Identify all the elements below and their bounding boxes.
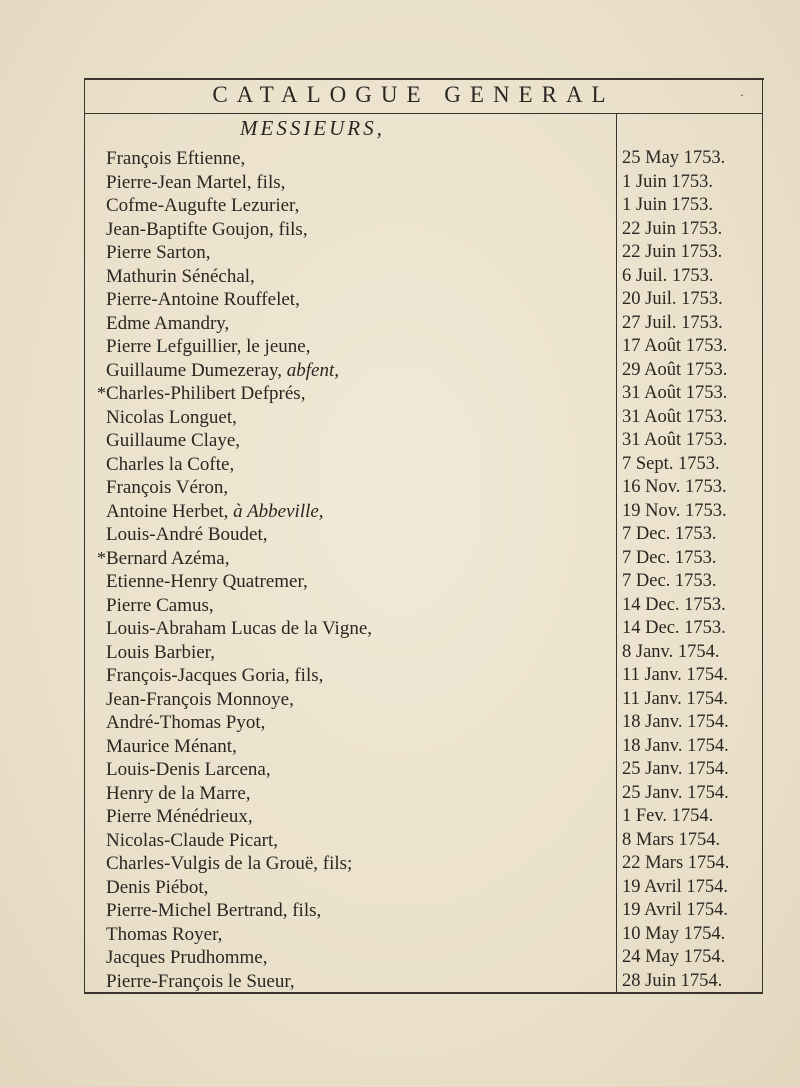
member-name-cell xyxy=(106,406,237,430)
member-name: Louis-Denis Larcena, xyxy=(106,759,271,780)
reception-date: 8 Mars 1754. xyxy=(622,829,721,850)
member-row xyxy=(84,946,763,970)
member-row xyxy=(84,852,763,876)
member-name: Edme Amandry, xyxy=(106,312,230,334)
member-name-cell xyxy=(106,711,265,735)
member-name-cell xyxy=(106,171,285,195)
member-row xyxy=(84,876,763,900)
member-row xyxy=(84,688,763,712)
member-row xyxy=(84,241,763,265)
member-name-cell xyxy=(106,523,267,547)
reception-date: 27 Juil. 1753. xyxy=(622,312,723,333)
reception-date: 7 Dec. 1753. xyxy=(622,571,717,591)
member-name: Pierre-Antoine Rouffelet, xyxy=(106,289,300,310)
member-name: Maurice Ménant, xyxy=(106,735,237,757)
member-name-cell xyxy=(106,829,278,853)
reception-date: 22 Juin 1753. xyxy=(622,218,723,239)
reception-date: 11 Janv. 1754. xyxy=(622,665,729,685)
reception-date: 1 Juin 1753. xyxy=(622,195,713,215)
member-name: Pierre Ménédrieux, xyxy=(106,806,253,827)
reception-date: 16 Nov. 1753. xyxy=(622,477,727,497)
member-row xyxy=(84,570,763,594)
reception-date: 7 Dec. 1753. xyxy=(622,524,717,544)
member-name: François-Jacques Goria, fils, xyxy=(106,665,324,686)
reception-date: 22 Juin 1753. xyxy=(622,242,723,262)
member-name: Pierre-Jean Martel, fils, xyxy=(106,171,286,193)
page-title: CATALOGUE GENERAL xyxy=(212,82,615,107)
member-name-cell xyxy=(106,664,323,688)
member-row xyxy=(84,335,763,359)
reception-date: 18 Janv. 1754. xyxy=(622,735,729,756)
member-row xyxy=(84,382,763,406)
reception-date: 25 May 1753. xyxy=(622,148,726,168)
reception-date: 22 Mars 1754. xyxy=(622,853,730,873)
member-name: Pierre Sarton, xyxy=(106,242,211,263)
member-name-cell xyxy=(106,265,255,289)
reception-date: 1 Fev. 1754. xyxy=(622,806,714,826)
member-row xyxy=(84,476,763,500)
member-name: Nicolas-Claude Picart, xyxy=(106,829,279,851)
member-name-cell xyxy=(106,570,308,594)
member-list xyxy=(84,147,763,993)
reception-date: 20 Juil. 1753. xyxy=(622,289,723,309)
member-row xyxy=(84,829,763,853)
member-name: Louis-André Boudet, xyxy=(106,524,268,545)
member-name-cell xyxy=(106,547,229,571)
member-row xyxy=(84,711,763,735)
member-row xyxy=(84,147,763,171)
member-name: Charles-Vulgis de la Grouë, fils; xyxy=(106,853,353,874)
member-row xyxy=(84,523,763,547)
member-name: Mathurin Sénéchal, xyxy=(106,265,255,287)
member-name: Jean-François Monnoye, xyxy=(106,688,294,710)
member-row xyxy=(84,288,763,312)
header-mark: · xyxy=(740,88,744,102)
header-rule xyxy=(84,113,763,114)
reception-date: 18 Janv. 1754. xyxy=(622,712,729,732)
member-row xyxy=(84,265,763,289)
reception-date: 25 Janv. 1754. xyxy=(622,759,729,779)
member-name-cell xyxy=(106,946,267,970)
member-name: Etienne-Henry Quatremer, xyxy=(106,571,308,592)
member-name-cell xyxy=(106,288,300,312)
reception-date: 25 Janv. 1754. xyxy=(622,782,729,803)
member-row xyxy=(84,594,763,618)
reception-date: 19 Avril 1754. xyxy=(622,900,729,920)
reception-date: 14 Dec. 1753. xyxy=(622,618,726,638)
member-name: Thomas Royer, xyxy=(106,923,223,945)
member-name: Louis-Abraham Lucas de la Vigne, xyxy=(106,618,373,639)
reception-date: 10 May 1754. xyxy=(622,923,726,944)
reception-date: 11 Janv. 1754. xyxy=(622,688,729,709)
member-name: Pierre Camus, xyxy=(106,594,214,616)
reception-date: 8 Janv. 1754. xyxy=(622,641,720,662)
member-name: Cofme-Augufte Lezurier, xyxy=(106,195,300,216)
member-name-cell xyxy=(106,147,245,171)
member-name: Pierre-Michel Bertrand, fils, xyxy=(106,900,322,921)
reception-date: 31 Août 1753. xyxy=(622,406,728,427)
member-row xyxy=(84,500,763,524)
member-name-cell xyxy=(106,429,240,453)
member-name-cell xyxy=(106,359,339,383)
member-name-cell xyxy=(106,453,234,477)
reception-date: 6 Juil. 1753. xyxy=(622,265,714,286)
member-row xyxy=(84,453,763,477)
member-name-cell xyxy=(106,476,228,500)
reception-date: 29 Août 1753. xyxy=(622,359,728,380)
reception-date: 1 Juin 1753. xyxy=(622,171,713,192)
member-name-cell xyxy=(106,758,271,782)
member-row xyxy=(84,899,763,923)
member-name: François Eftienne, xyxy=(106,148,246,169)
section-title: MESSIEURS, xyxy=(240,116,385,140)
member-note: abfent, xyxy=(286,359,340,381)
member-name-cell xyxy=(106,970,295,994)
member-row xyxy=(84,194,763,218)
member-name: Louis Barbier, xyxy=(106,641,215,663)
member-name: Pierre Lefguillier, le jeune, xyxy=(106,336,311,357)
reception-date: 31 Août 1753. xyxy=(622,383,728,403)
member-note: à Abbeville, xyxy=(233,500,324,522)
member-row xyxy=(84,923,763,947)
member-name-cell xyxy=(106,594,214,618)
member-row xyxy=(84,429,763,453)
asterisk-mark: * xyxy=(97,547,106,568)
reception-date: 31 Août 1753. xyxy=(622,430,728,450)
member-row xyxy=(84,758,763,782)
member-row xyxy=(84,359,763,383)
member-name-cell xyxy=(106,805,253,829)
member-name: Charles-Philibert Defprés, xyxy=(106,383,306,404)
member-row xyxy=(84,805,763,829)
reception-date: 19 Avril 1754. xyxy=(622,876,729,897)
member-row xyxy=(84,782,763,806)
reception-date: 14 Dec. 1753. xyxy=(622,594,726,615)
member-row xyxy=(84,406,763,430)
member-name: Nicolas Longuet, xyxy=(106,406,237,428)
member-name-cell xyxy=(106,617,372,641)
member-name-cell xyxy=(106,852,352,876)
reception-date: 19 Nov. 1753. xyxy=(622,500,727,521)
member-name-cell xyxy=(106,876,208,900)
member-row xyxy=(84,641,763,665)
member-name-cell xyxy=(106,312,229,336)
member-name: François Véron, xyxy=(106,477,229,498)
member-name: Guillaume Claye, xyxy=(106,430,241,451)
reception-date: 28 Juin 1754. xyxy=(622,970,723,991)
reception-date: 24 May 1754. xyxy=(622,947,726,967)
member-row xyxy=(84,171,763,195)
asterisk-mark: * xyxy=(97,383,106,403)
member-name: André-Thomas Pyot, xyxy=(106,712,266,733)
reception-date: 7 Sept. 1753. xyxy=(622,453,720,474)
member-name-cell xyxy=(106,899,321,923)
member-row xyxy=(84,617,763,641)
member-row xyxy=(84,547,763,571)
member-name: Charles la Cofte, xyxy=(106,453,235,475)
member-row xyxy=(84,664,763,688)
member-name: Denis Piébot, xyxy=(106,876,209,898)
member-name: Guillaume Dumezeray, xyxy=(106,359,283,381)
member-row xyxy=(84,735,763,759)
member-name-cell xyxy=(106,641,215,665)
member-name-cell xyxy=(106,500,324,524)
member-name-cell xyxy=(106,735,237,759)
member-name-cell xyxy=(106,218,308,242)
member-row xyxy=(84,970,763,994)
member-name-cell xyxy=(106,688,294,712)
member-name: Henry de la Marre, xyxy=(106,782,251,804)
reception-date: 17 Août 1753. xyxy=(622,336,728,356)
member-row xyxy=(84,312,763,336)
member-name: Bernard Azéma, xyxy=(106,547,230,569)
reception-date: 7 Dec. 1753. xyxy=(622,547,717,568)
member-name-cell xyxy=(106,335,310,359)
member-row xyxy=(84,218,763,242)
member-name-cell xyxy=(106,241,210,265)
member-name: Antoine Herbet, xyxy=(106,500,229,522)
member-name: Jean-Baptifte Goujon, fils, xyxy=(106,218,308,240)
member-name-cell xyxy=(106,782,251,806)
member-name-cell xyxy=(106,194,299,218)
member-name: Jacques Prudhomme, xyxy=(106,947,268,968)
member-name: Pierre-François le Sueur, xyxy=(106,970,295,992)
member-name-cell xyxy=(106,923,222,947)
member-name-cell xyxy=(106,382,305,406)
